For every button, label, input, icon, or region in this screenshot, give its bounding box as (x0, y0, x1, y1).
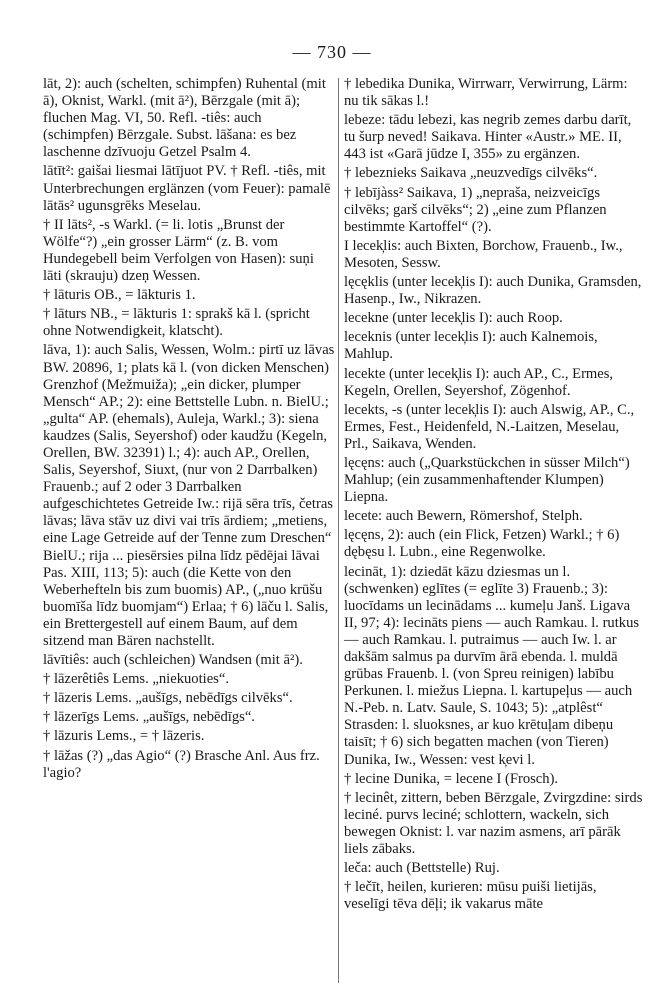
dictionary-entry: lāvītiês: auch (schleichen) Wandsen (mit ā²). (43, 652, 303, 669)
dictionary-entry: lecināt, 1): dziedāt kāzu dziesmas un l. (schwenken) eglītes (= eglīte 3) Frauenb.; 3): luocīdams un lecinādams ... kumeļu Janš. Ligava II, 97; 4): lecināts piens — auch Ramkau. l. rutkus — auch Ramkau. l. putraimus — auch Iw. l. ar dakšām salmus pa durvīm ārā ebenda. l. muldā grūbas Frauenb. l. (von Spreu reinigen) labību Perkunen. l. miežus Liepna. l. kartupeļus — auch N.-Peb. n. Latv. Saule, S. 1043; 5): „atplêst“ Strasden: l. sluoksnes, ar kuo krētuļam dibeņu taisīt; † 6) sich begatten machen (von Tieren) Dunika, Iw., Wessen: vest k̦evi l. (344, 563, 640, 768)
dictionary-entry: † lāzeris Lems. „aušīgs, nebēdīgs cilvēks“. (43, 690, 293, 707)
dictionary-entry: † lebeznieks Saikava „neuzvedīgs cilvēks“. (344, 165, 598, 182)
dictionary-entry: lebeze: tādu lebezi, kas negrib zemes darbu darīt, tu šurp neved! Saikava. Hinter «Austr.» ME. II, 443 ist «Garā jūdze I, 355» zu ergänzen. (344, 112, 632, 163)
dictionary-entry: † lecine Dunika, = lecene I (Frosch). (344, 770, 559, 787)
dictionary-entry: † lečīt, heilen, kurieren: mūsu puiši lietijās, veselīgi tēva dēļi; ik vakarus māte (344, 879, 597, 913)
dictionary-entry: † lāzerīgs Lems. „aušīgs, nebēdīgs“. (43, 709, 255, 726)
page-number: — 730 — (292, 42, 372, 62)
dictionary-entry: lęcęns, 2): auch (ein Flick, Fetzen) Warkl.; † 6) dębęsu l. Lubn., eine Regenwolke. (344, 527, 620, 561)
dictionary-entry: † lāturis OB., = lākturis 1. (43, 287, 196, 304)
dictionary-entry: leceknis (unter lecek̦lis I): auch Kalnemois, Mahlup. (344, 329, 598, 363)
dictionary-entry: † lecinêt, zittern, beben Bērzgale, Zvirgzdine: sirds leciné. purvs leciné; schlottern, wackeln, sich bewegen Oknist: l. var nazim asmens, arī pārāk liels zābaks. (344, 789, 643, 858)
dictionary-entry: I lecek̦lis: auch Bixten, Borchow, Frauenb., Iw., Mesoten, Sessw. (344, 237, 623, 271)
dictionary-entry: † lāzerêtiês Lems. „niekuoties“. (43, 671, 229, 688)
dictionary-entry: † lebedika Dunika, Wirrwarr, Verwirrung, Lärm: nu tik sākas l.! (344, 76, 628, 110)
right-column (344, 76, 644, 913)
dictionary-entry: lecekne (unter lecek̦lis I): auch Roop. (344, 310, 563, 327)
dictionary-entry: lecete: auch Bewern, Römershof, Stelph. (344, 508, 583, 525)
dictionary-entry: † lāturs NB., = lākturis 1: sprakš kā l. (spricht ohne Notwendigkeit, klatscht). (43, 306, 310, 340)
dictionary-entry: leča: auch (Bettstelle) Ruj. (344, 860, 500, 877)
dictionary-entry: lecekts, -s (unter lecek̦lis I): auch Alswig, AP., C., Ermes, Fest., Heidenfeld, N.-Laitzen, Meselau, Prl., Saikava, Wenden. (344, 401, 635, 452)
dictionary-entry: lāva, 1): auch Salis, Wessen, Wolm.: pirtī uz lāvas BW. 20896, 1; plats kā l. (von dicken Menschen) Grenzhof (Mežmuiža); „ein dicker, plumper Mensch“ AP.; 2): eine Bettstelle Lubn. n. BielU.; „gulta“ AP. (ehemals), Auleja, Warkl.; 3): siena kaudzes (Salis, Seyershof) oder kaudžu (Kegeln, Orellen, BW. 32391) l.; 4): auch AP., Orellen, Salis, Seyershof, Siuxt, (nur von 2 Darrbalken) Frauenb.; auf 2 oder 3 Darrbalken aufgeschichtetes Getreide Iw.: rijā sēra trīs, četras lāvas; lāva stāv uz divi vai trīs ārdiem; „metiens, eine Lage Getreide auf der Tenne zum Dreschen“ BielU.; rija ... piesērsies pilna līdz pēdējai lāvai Pas. XIII, 113; 5): auch (die Kette von den Weberhefteln bis zum buomis) AP., („nuo krūšu buomīša līdz buomjam“) Erlaa; † 6) lāču l. Salis, ein Brettergestell auf einem Baum, auf dem sitzend man Bären nachstellt. (43, 342, 335, 649)
dictionary-entry: † II lāts², -s Warkl. (= li. lotis „Brunst der Wölfe“?) „ein grosser Lärm“ (z. B. vom Hundegebell beim Verfolgen von Hasen): suņi lāti (skrauju) dzeņ Wessen. (43, 216, 314, 285)
dictionary-entry: lāt, 2): auch (schelten, schimpfen) Ruhental (mit ā), Oknist, Warkl. (mit ā²), Bērzgale (mit ā); fluchen Mag. VI, 50. Refl. -tiês: auch (schimpfen) Bērzgale. Subst. lāšana: es bez laschenne dzīvuoju Getzel Psalm 4. (43, 76, 326, 161)
dictionary-entry: lātīt²: gaišai liesmai lātījuot PV. † Refl. -tiês, mit Unterbrechungen erglänzen (vom Feuer): pamalē lātās² ugunsgrēks Meselau. (43, 163, 331, 214)
dictionary-entry: † lāžas (?) „das Agio“ (?) Brasche Anl. Aus frz. l'agio? (43, 747, 320, 781)
dictionary-entry: lęcęklis (unter lecek̦lis I): auch Dunika, Gramsden, Hasenp., Iw., Nikrazen. (344, 274, 642, 308)
left-column (43, 76, 335, 782)
dictionary-entry: lecekte (unter lecek̦lis I): auch AP., C., Ermes, Kegeln, Orellen, Seyershof, Zögenhof. (344, 365, 614, 399)
dictionary-entry: lęcęns: auch („Quarkstückchen in süsser Milch“) Mahlup; (ein zusammenhaftender Klumpen) Liepna. (344, 454, 630, 506)
column-divider (338, 78, 339, 983)
dictionary-entry: † lāzuris Lems., = † lāzeris. (43, 728, 205, 745)
dictionary-entry: † lebījàss² Saikava, 1) „neprаša, neizveicīgs cilvēks; garš cilvēks“; 2) „eine zum Pflanzen bestimmte Kartoffel“ (?). (344, 184, 607, 235)
